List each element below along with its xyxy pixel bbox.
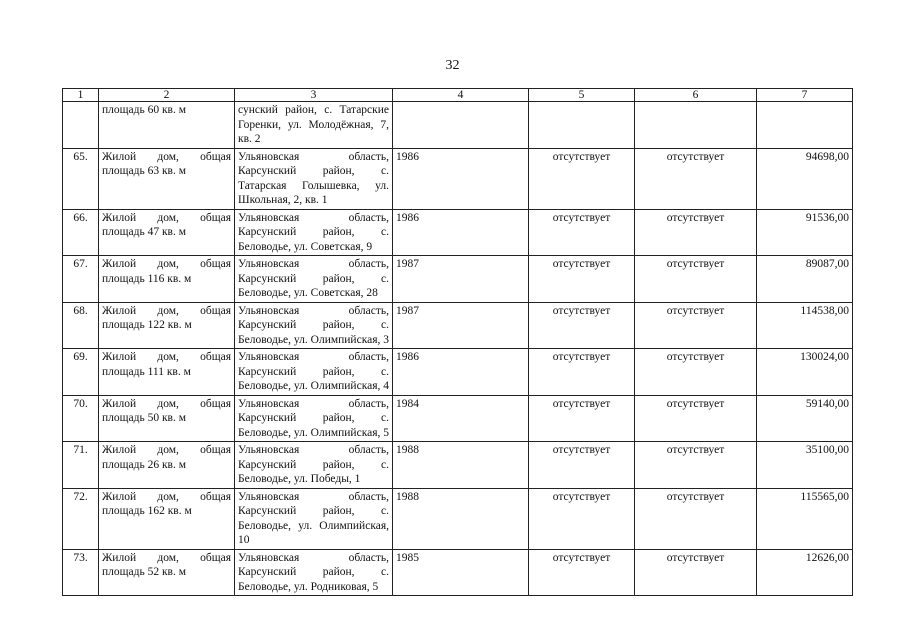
commissioning-year: 1986: [393, 148, 529, 209]
table-row: [63, 395, 853, 442]
cost-value: [757, 102, 853, 149]
column-5-value: отсутствует: [529, 209, 635, 256]
page-number: 32: [445, 58, 460, 73]
column-header: 2: [99, 89, 235, 102]
table-row: [63, 349, 853, 396]
cost-value: 59140,00: [757, 395, 853, 442]
commissioning-year: 1987: [393, 302, 529, 349]
object-address: Ульяновская область, Карсунский район, с. Беловодье, ул. Родниковая, 5: [235, 549, 393, 596]
object-address: сунский район, с. Татарские Горенки, ул. Молодёжная, 7, кв. 2: [235, 102, 393, 149]
column-6-value: отсутствует: [635, 302, 757, 349]
column-6-value: отсутствует: [635, 442, 757, 489]
column-6-value: отсутствует: [635, 256, 757, 303]
column-5-value: отсутствует: [529, 302, 635, 349]
column-6-value: [635, 102, 757, 149]
cost-value: 130024,00: [757, 349, 853, 396]
cost-value: 12626,00: [757, 549, 853, 596]
row-number: 71.: [63, 442, 99, 489]
commissioning-year: 1987: [393, 256, 529, 303]
commissioning-year: [393, 102, 529, 149]
table-row: [63, 209, 853, 256]
column-5-value: отсутствует: [529, 395, 635, 442]
row-number: 69.: [63, 349, 99, 396]
commissioning-year: 1984: [393, 395, 529, 442]
column-5-value: отсутствует: [529, 148, 635, 209]
column-number-row: [63, 89, 853, 102]
table-row: [63, 256, 853, 303]
object-address: Ульяновская область, Карсунский район, с. Беловодье, ул. Олимпийская, 10: [235, 488, 393, 549]
object-name: Жилой дом, общая площадь 26 кв. м: [99, 442, 235, 489]
column-header: 1: [63, 89, 99, 102]
object-address: Ульяновская область, Карсунский район, с. Беловодье, ул. Победы, 1: [235, 442, 393, 489]
property-registry-table: [62, 88, 853, 596]
object-name: Жилой дом, общая площадь 47 кв. м: [99, 209, 235, 256]
column-6-value: отсутствует: [635, 395, 757, 442]
row-number: 67.: [63, 256, 99, 303]
object-address: Ульяновская область, Карсунский район, с. Беловодье, ул. Советская, 28: [235, 256, 393, 303]
table-row: [63, 148, 853, 209]
commissioning-year: 1988: [393, 488, 529, 549]
row-number: [63, 102, 99, 149]
object-name: Жилой дом, общая площадь 63 кв. м: [99, 148, 235, 209]
object-name: Жилой дом, общая площадь 162 кв. м: [99, 488, 235, 549]
commissioning-year: 1986: [393, 349, 529, 396]
commissioning-year: 1986: [393, 209, 529, 256]
object-name: Жилой дом, общая площадь 116 кв. м: [99, 256, 235, 303]
column-5-value: [529, 102, 635, 149]
column-5-value: отсутствует: [529, 349, 635, 396]
table-row: [63, 549, 853, 596]
object-address: Ульяновская область, Карсунский район, с. Беловодье, ул. Олимпийская, 3: [235, 302, 393, 349]
table-row: [63, 488, 853, 549]
commissioning-year: 1985: [393, 549, 529, 596]
commissioning-year: 1988: [393, 442, 529, 489]
cost-value: 115565,00: [757, 488, 853, 549]
table-row: [63, 102, 853, 149]
column-header: 7: [757, 89, 853, 102]
object-address: Ульяновская область, Карсунский район, с. Татарская Голышевка, ул. Школьная, 2, кв. 1: [235, 148, 393, 209]
column-6-value: отсутствует: [635, 349, 757, 396]
column-6-value: отсутствует: [635, 148, 757, 209]
column-6-value: отсутствует: [635, 488, 757, 549]
object-address: Ульяновская область, Карсунский район, с. Беловодье, ул. Советская, 9: [235, 209, 393, 256]
object-address: Ульяновская область, Карсунский район, с. Беловодье, ул. Олимпийская, 4: [235, 349, 393, 396]
cost-value: 35100,00: [757, 442, 853, 489]
row-number: 65.: [63, 148, 99, 209]
column-5-value: отсутствует: [529, 256, 635, 303]
column-5-value: отсутствует: [529, 549, 635, 596]
cost-value: 94698,00: [757, 148, 853, 209]
cost-value: 91536,00: [757, 209, 853, 256]
object-name: Жилой дом, общая площадь 50 кв. м: [99, 395, 235, 442]
row-number: 70.: [63, 395, 99, 442]
cost-value: 89087,00: [757, 256, 853, 303]
object-name: Жилой дом, общая площадь 52 кв. м: [99, 549, 235, 596]
column-5-value: отсутствует: [529, 442, 635, 489]
row-number: 73.: [63, 549, 99, 596]
table-row: [63, 442, 853, 489]
row-number: 72.: [63, 488, 99, 549]
cost-value: 114538,00: [757, 302, 853, 349]
column-5-value: отсутствует: [529, 488, 635, 549]
row-number: 68.: [63, 302, 99, 349]
table-row: [63, 302, 853, 349]
object-name: Жилой дом, общая площадь 122 кв. м: [99, 302, 235, 349]
object-name: Жилой дом, общая площадь 111 кв. м: [99, 349, 235, 396]
object-address: Ульяновская область, Карсунский район, с. Беловодье, ул. Олимпийская, 5: [235, 395, 393, 442]
row-number: 66.: [63, 209, 99, 256]
column-6-value: отсутствует: [635, 549, 757, 596]
column-header: 3: [235, 89, 393, 102]
column-header: 6: [635, 89, 757, 102]
column-header: 4: [393, 89, 529, 102]
column-header: 5: [529, 89, 635, 102]
object-name: площадь 60 кв. м: [99, 102, 235, 149]
column-6-value: отсутствует: [635, 209, 757, 256]
